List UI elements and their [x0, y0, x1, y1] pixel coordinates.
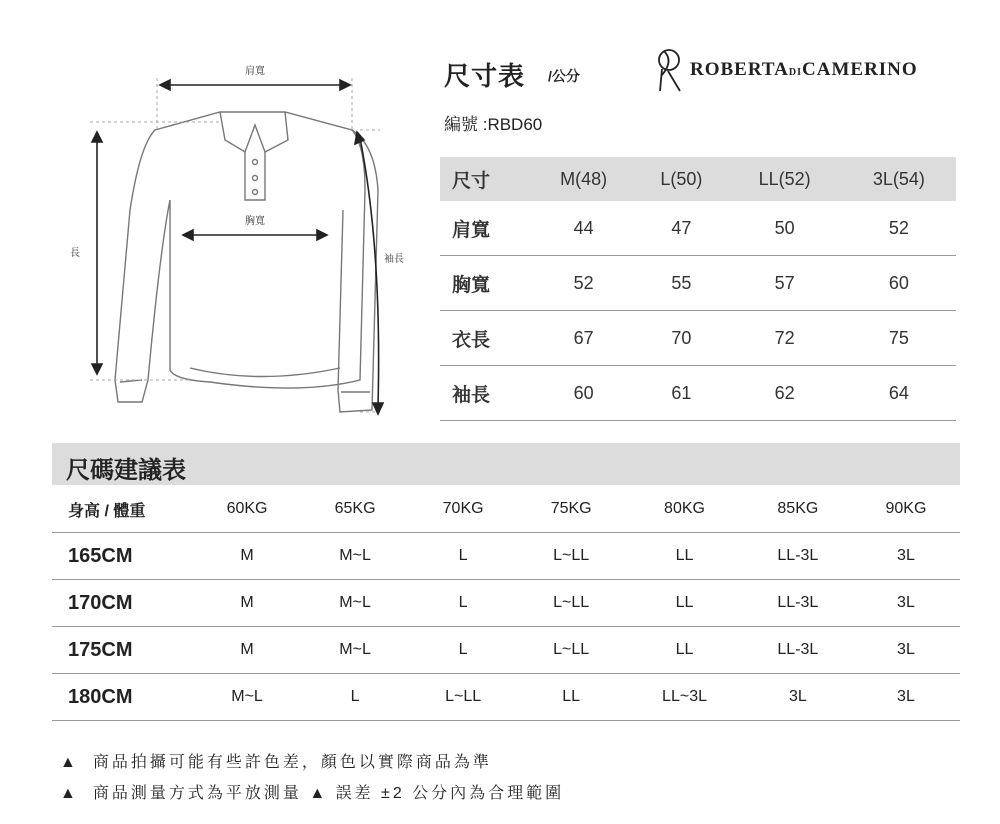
- triangle-icon: ▲: [309, 785, 329, 802]
- recommendation-table: [52, 486, 960, 721]
- table-cell: 3L: [852, 674, 960, 721]
- table-row: [440, 366, 956, 421]
- collar: [220, 112, 288, 152]
- triangle-icon: ▲: [60, 754, 79, 771]
- table-cell: 60: [842, 256, 956, 311]
- table-cell: M: [193, 580, 301, 627]
- table-cell: 64: [842, 366, 956, 421]
- right-sleeve: [338, 130, 378, 412]
- brand-name: ROBERTADICAMERINO: [690, 59, 918, 80]
- header-cell: LL(52): [728, 157, 842, 201]
- note-text: 商品拍攝可能有些許色差，顏色以實際商品為準: [92, 754, 492, 771]
- length-label: 長: [70, 248, 80, 259]
- table-row: [440, 256, 956, 311]
- size-table: [440, 157, 956, 421]
- header-cell: 85KG: [744, 486, 852, 533]
- table-cell: L: [409, 533, 517, 580]
- row-label: 180CM: [52, 674, 193, 721]
- table-cell: L~LL: [409, 674, 517, 721]
- header-cell: 80KG: [625, 486, 744, 533]
- page-title: 尺寸表: [444, 61, 526, 91]
- size-table-header: [440, 157, 956, 201]
- table-cell: 3L: [852, 533, 960, 580]
- unit-label: /公分: [548, 68, 580, 84]
- table-cell: 55: [635, 256, 727, 311]
- table-cell: L: [409, 580, 517, 627]
- table-cell: LL-3L: [744, 627, 852, 674]
- chest-label: 胸寬: [245, 216, 265, 227]
- recommendation-title-bar: [52, 443, 960, 485]
- table-cell: M~L: [301, 533, 409, 580]
- table-row: [52, 674, 960, 721]
- table-cell: 70: [635, 311, 727, 366]
- table-cell: LL-3L: [744, 580, 852, 627]
- table-cell: LL~3L: [625, 674, 744, 721]
- header-cell: 75KG: [517, 486, 625, 533]
- header-cell: 90KG: [852, 486, 960, 533]
- table-cell: LL: [625, 627, 744, 674]
- row-label: 175CM: [52, 627, 193, 674]
- table-row: [52, 580, 960, 627]
- table-cell: 50: [728, 201, 842, 256]
- table-cell: M~L: [301, 580, 409, 627]
- table-cell: M: [193, 627, 301, 674]
- header-cell: 60KG: [193, 486, 301, 533]
- table-cell: 72: [728, 311, 842, 366]
- recommendation-header: [52, 486, 960, 533]
- brand-logo: [654, 45, 918, 95]
- table-cell: 62: [728, 366, 842, 421]
- header-cell: 尺寸: [440, 157, 532, 201]
- note-color-difference: [60, 749, 492, 772]
- table-cell: LL: [625, 580, 744, 627]
- row-label: 胸寬: [440, 256, 532, 311]
- table-cell: M~L: [301, 627, 409, 674]
- header-cell: 身高 / 體重: [52, 486, 193, 533]
- table-cell: 61: [635, 366, 727, 421]
- table-cell: 44: [532, 201, 635, 256]
- shirt-measurement-diagram: [60, 50, 440, 430]
- table-cell: L~LL: [517, 627, 625, 674]
- triangle-icon: ▲: [60, 785, 79, 802]
- table-row: [52, 533, 960, 580]
- note-text: 商品測量方式為平放測量: [92, 785, 302, 802]
- row-label: 170CM: [52, 580, 193, 627]
- table-cell: L~LL: [517, 533, 625, 580]
- table-row: [52, 627, 960, 674]
- row-label: 肩寬: [440, 201, 532, 256]
- table-cell: 60: [532, 366, 635, 421]
- header-cell: M(48): [532, 157, 635, 201]
- table-cell: 3L: [852, 580, 960, 627]
- recommendation-title: 尺碼建議表: [66, 457, 186, 484]
- table-cell: LL: [517, 674, 625, 721]
- table-cell: 67: [532, 311, 635, 366]
- header-cell: 70KG: [409, 486, 517, 533]
- table-cell: L: [301, 674, 409, 721]
- header-cell: L(50): [635, 157, 727, 201]
- header-cell: 65KG: [301, 486, 409, 533]
- table-row: [440, 311, 956, 366]
- model-number: 編號 :RBD60: [444, 115, 543, 134]
- header-cell: 3L(54): [842, 157, 956, 201]
- row-label: 袖長: [440, 366, 532, 421]
- table-cell: LL-3L: [744, 533, 852, 580]
- shirt-outline: [115, 112, 365, 402]
- table-cell: L~LL: [517, 580, 625, 627]
- table-cell: M~L: [193, 674, 301, 721]
- table-cell: 52: [842, 201, 956, 256]
- shoulder-label: 肩寬: [245, 66, 265, 77]
- table-cell: 47: [635, 201, 727, 256]
- table-cell: L: [409, 627, 517, 674]
- table-row: [440, 201, 956, 256]
- table-cell: 52: [532, 256, 635, 311]
- table-cell: LL: [625, 533, 744, 580]
- note-measurement: [60, 780, 564, 803]
- note-text: 誤差 ±2 公分內為合理範圍: [335, 785, 565, 802]
- brand-r-icon: [654, 47, 684, 93]
- table-cell: M: [193, 533, 301, 580]
- row-label: 165CM: [52, 533, 193, 580]
- table-cell: 3L: [852, 627, 960, 674]
- table-cell: 3L: [744, 674, 852, 721]
- table-cell: 57: [728, 256, 842, 311]
- sleeve-label: 袖長: [384, 254, 404, 265]
- table-cell: 75: [842, 311, 956, 366]
- row-label: 衣長: [440, 311, 532, 366]
